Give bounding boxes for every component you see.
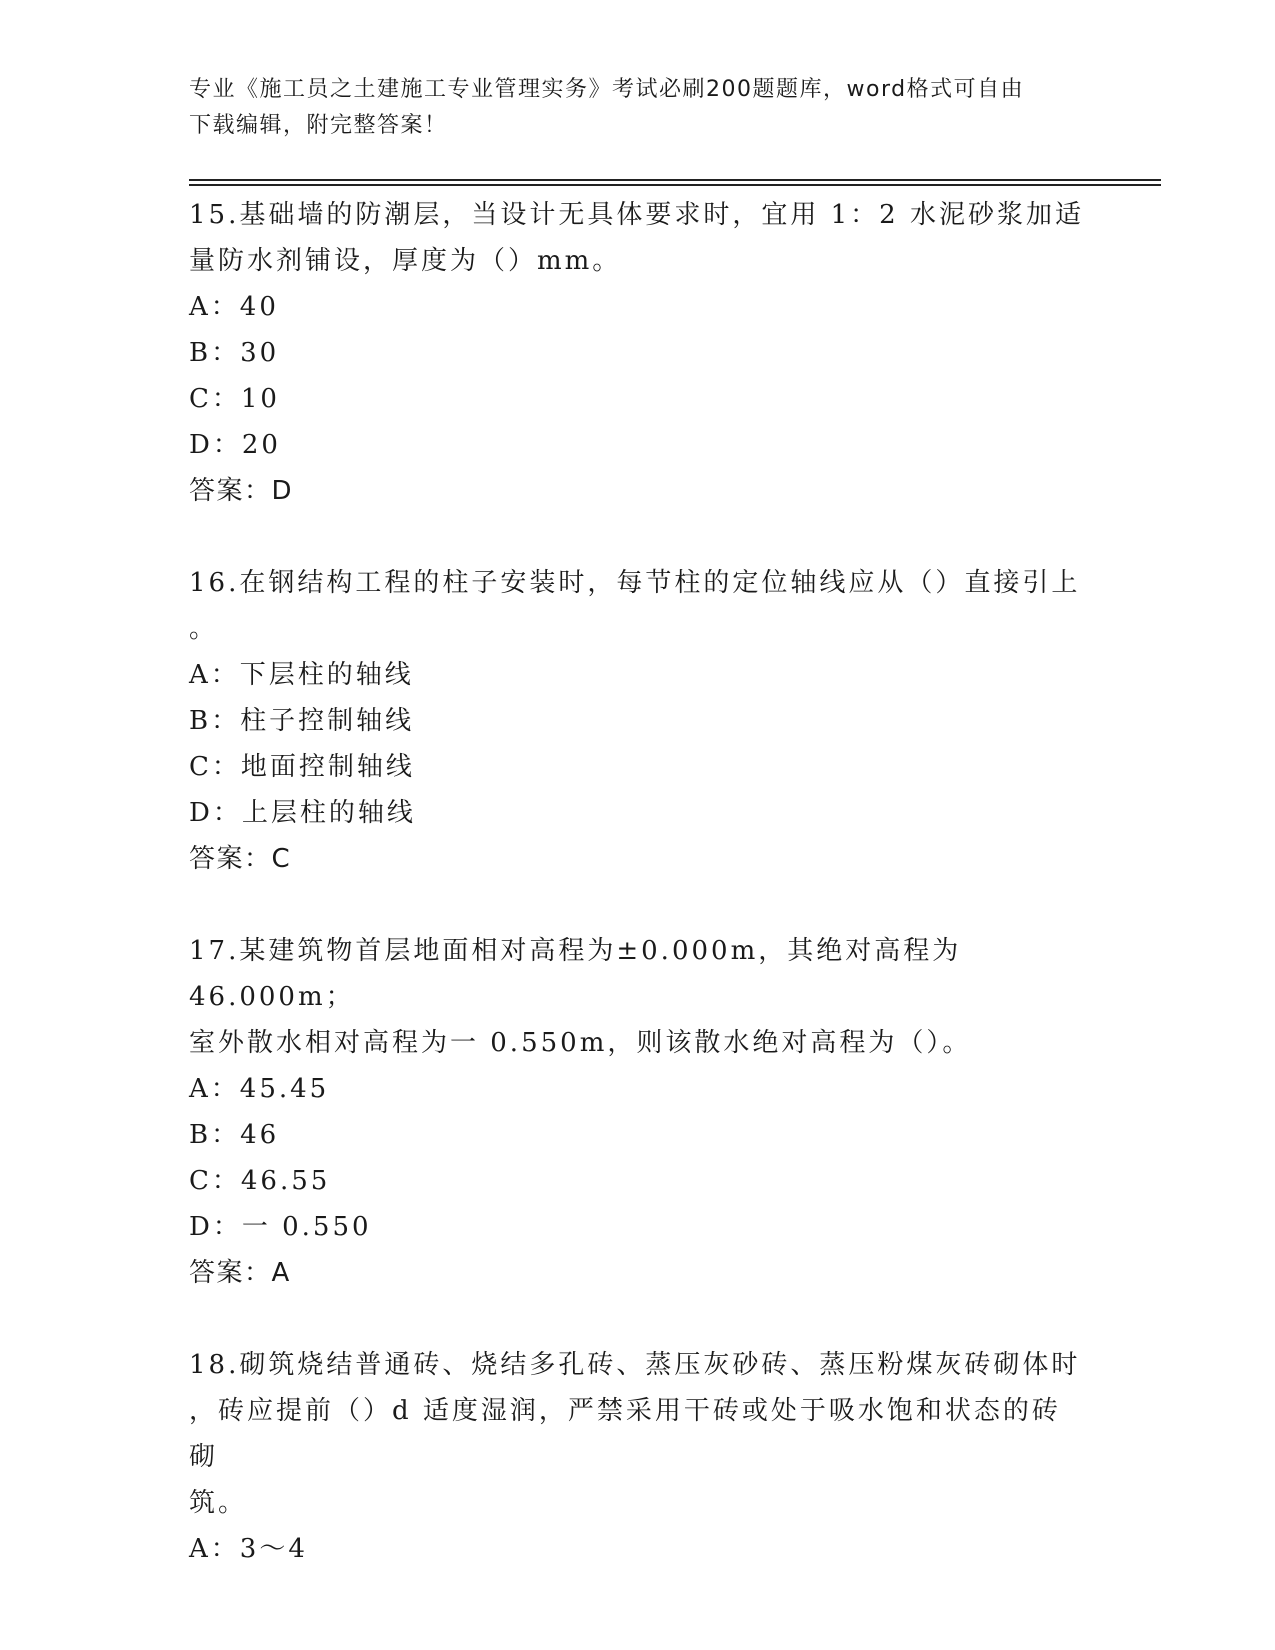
option-d: D：20 (189, 430, 281, 460)
question-text-line: 量防水剂铺设，厚度为（）mm。 (189, 246, 622, 276)
option-c: C：46.55 (189, 1166, 331, 1196)
answer: 答案：D (189, 476, 294, 506)
question-text-line: 。 (189, 614, 219, 644)
question-list (189, 192, 1089, 1618)
header-divider-top (189, 179, 1161, 181)
option-a: A：3～4 (189, 1534, 308, 1564)
question-17 (189, 928, 1089, 1296)
option-c: C：地面控制轴线 (189, 752, 415, 782)
header-line-2: 下载编辑，附完整答案！ (189, 113, 448, 138)
answer: 答案：A (189, 1258, 291, 1288)
question-text-line: 18.砌筑烧结普通砖、烧结多孔砖、蒸压灰砂砖、蒸压粉煤灰砖砌体时 (189, 1350, 1081, 1380)
option-b: B：30 (189, 338, 280, 368)
option-d: D：上层柱的轴线 (189, 798, 416, 828)
document-header (189, 72, 1089, 144)
question-text-line: 筑。 (189, 1488, 248, 1518)
header-divider-bottom (189, 184, 1161, 186)
question-text-line: 17.某建筑物首层地面相对高程为±0.000m，其绝对高程为 46.000m； (189, 936, 962, 1012)
answer: 答案：C (189, 844, 292, 874)
option-a: A：下层柱的轴线 (189, 660, 414, 690)
option-b: B：46 (189, 1120, 280, 1150)
question-text-line: 15.基础墙的防潮层，当设计无具体要求时，宜用 1：2 水泥砂浆加适 (189, 200, 1084, 230)
header-line-1: 专业《施工员之土建施工专业管理实务》考试必刷200题题库，word格式可自由 (189, 77, 1025, 102)
question-16 (189, 560, 1089, 882)
question-18 (189, 1342, 1089, 1572)
option-a: A：45.45 (189, 1074, 330, 1104)
question-text-line: ，砖应提前（）d 适度湿润，严禁采用干砖或处于吸水饱和状态的砖砌 (189, 1396, 1061, 1472)
question-text-line: 16.在钢结构工程的柱子安装时，每节柱的定位轴线应从（）直接引上 (189, 568, 1081, 598)
option-c: C：10 (189, 384, 280, 414)
option-b: B：柱子控制轴线 (189, 706, 415, 736)
question-15 (189, 192, 1089, 514)
option-d: D：一 0.550 (189, 1212, 372, 1242)
option-a: A：40 (189, 292, 279, 322)
question-text-line: 室外散水相对高程为一 0.550m，则该散水绝对高程为（）。 (189, 1028, 972, 1058)
